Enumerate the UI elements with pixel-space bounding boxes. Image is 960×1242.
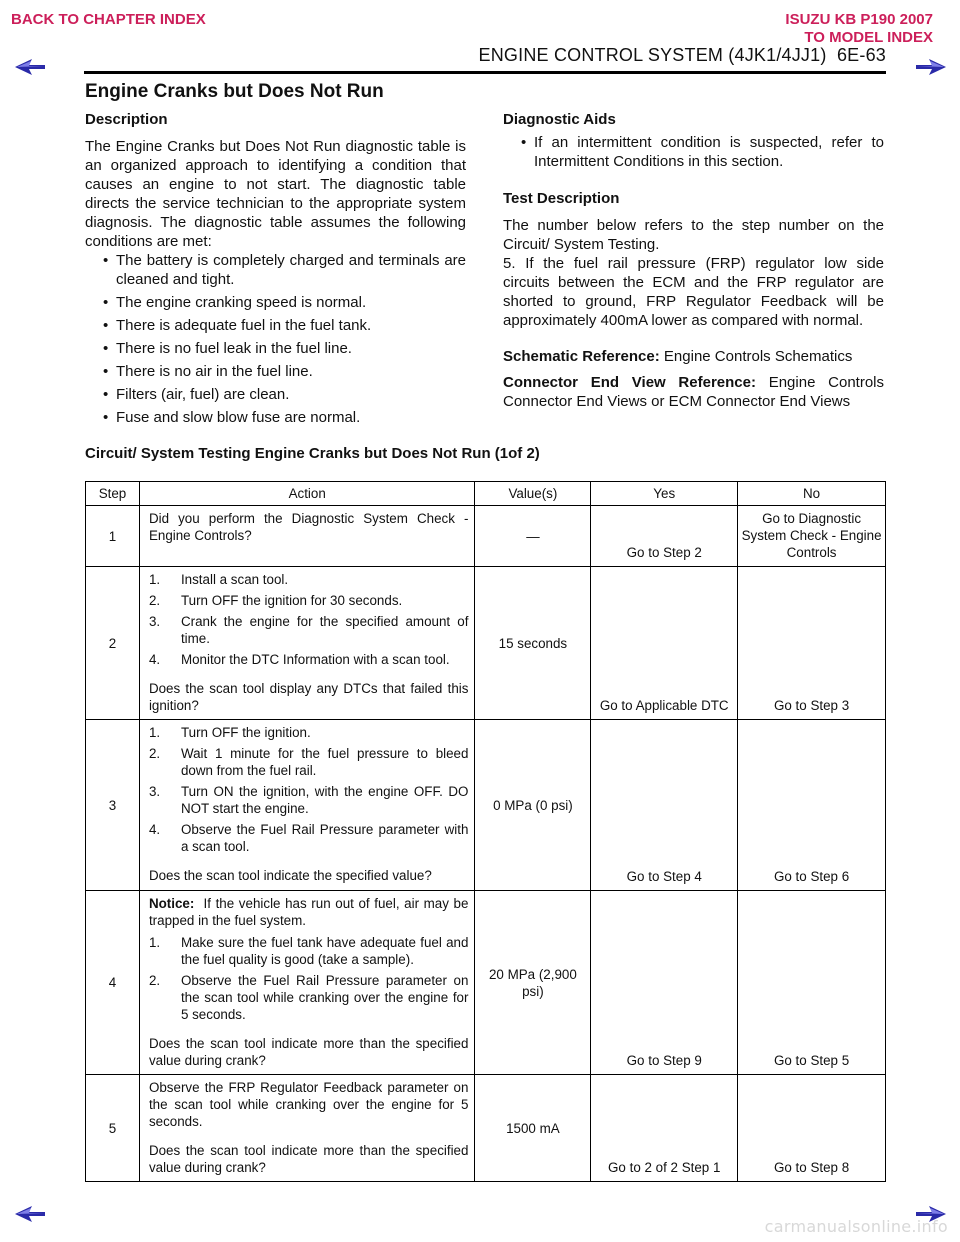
- step-number: 5: [86, 1075, 140, 1182]
- diagnostic-aids-heading: Diagnostic Aids: [503, 111, 616, 128]
- no-cell[interactable]: Go to Step 8: [738, 1075, 886, 1182]
- schematic-reference: [503, 347, 884, 366]
- action-cell: [139, 567, 475, 720]
- yes-cell[interactable]: Go to 2 of 2 Step 1: [591, 1075, 738, 1182]
- back-to-chapter-index-link[interactable]: BACK TO CHAPTER INDEX: [11, 11, 206, 28]
- action-text: Did you perform the Diagnostic System Check - Engine Controls?: [148, 511, 469, 543]
- schematic-reference-label: Schematic Reference:: [503, 348, 660, 365]
- yes-cell[interactable]: Go to Step 4: [591, 720, 738, 891]
- action-item: 3. Turn ON the ignition, with the engine OFF. DO NOT start the engine.: [148, 784, 469, 816]
- action-list: [149, 571, 469, 668]
- step-number: 4: [86, 891, 140, 1075]
- condition-item: • There is no air in the fuel line.: [85, 362, 466, 381]
- header-title: ENGINE CONTROL SYSTEM (4JK1/4JJ1): [478, 45, 827, 65]
- notice: [149, 895, 469, 929]
- table-row: [86, 506, 886, 567]
- test-description-intro: The number below refers to the step number on the Circuit/ System Testing.: [503, 217, 884, 253]
- previous-page-arrow-icon[interactable]: [14, 58, 46, 76]
- test-description-step5: 5. If the fuel rail pressure (FRP) regulator low side circuits between the ECM and the FRP regulator are shorted to ground, FRP Regulator Feedback will be approximately 400mA lower as compared with normal.: [503, 255, 884, 329]
- header-step: Step: [86, 482, 140, 506]
- action-list: [149, 724, 469, 855]
- action-cell: [139, 720, 475, 891]
- no-cell[interactable]: Go to Step 5: [738, 891, 886, 1075]
- action-cell: [139, 1075, 475, 1182]
- diagnostic-aid-item: • If an intermittent condition is suspected, refer to Intermittent Conditions in this section.: [503, 133, 884, 171]
- condition-item: • There is adequate fuel in the fuel tank.: [85, 316, 466, 335]
- conditions-list: [85, 251, 466, 427]
- next-page-arrow-icon[interactable]: [915, 58, 947, 76]
- action-cell: [139, 506, 475, 567]
- right-column: [503, 110, 884, 411]
- watermark: carmanualsonline.info: [764, 1217, 948, 1236]
- step-number: 2: [86, 567, 140, 720]
- header-values: Value(s): [475, 482, 591, 506]
- table-row: [86, 567, 886, 720]
- diagnostic-aids-list: [503, 133, 884, 171]
- yes-cell[interactable]: Go to Step 2: [591, 506, 738, 567]
- condition-item: • The battery is completely charged and terminals are cleaned and tight.: [85, 251, 466, 289]
- action-item: 2. Turn OFF the ignition for 30 seconds.: [148, 593, 403, 608]
- no-cell[interactable]: Go to Step 6: [738, 720, 886, 891]
- page-header: [479, 45, 886, 66]
- yes-cell[interactable]: Go to Step 9: [591, 891, 738, 1075]
- header-no: No: [738, 482, 886, 506]
- left-column: [85, 110, 466, 431]
- header-yes: Yes: [591, 482, 738, 506]
- no-cell[interactable]: Go to Diagnostic System Check - Engine Controls: [738, 506, 886, 567]
- action-item: 3. Crank the engine for the specified amount of time.: [148, 614, 469, 646]
- condition-item: • There is no fuel leak in the fuel line.: [85, 339, 466, 358]
- action-question: Does the scan tool display any DTCs that failed this ignition?: [148, 681, 469, 713]
- condition-item: • The engine cranking speed is normal.: [85, 293, 466, 312]
- header-page-number: 6E-63: [836, 45, 886, 65]
- table-caption: Circuit/ System Testing Engine Cranks but Does Not Run (1of 2): [85, 445, 540, 462]
- header-action: Action: [139, 482, 475, 506]
- action-question: Does the scan tool indicate the specified value?: [148, 868, 432, 883]
- action-cell: [139, 891, 475, 1075]
- action-item: 2. Observe the Fuel Rail Pressure parameter on the scan tool while cranking over the engine for 5 seconds.: [148, 973, 469, 1022]
- circuit-testing-table: [85, 481, 886, 1182]
- step-number: 3: [86, 720, 140, 891]
- table-row: [86, 891, 886, 1075]
- to-model-index-link[interactable]: TO MODEL INDEX: [804, 29, 933, 46]
- value-cell: 20 MPa (2,900 psi): [475, 891, 591, 1075]
- action-item: 4. Monitor the DTC Information with a scan tool.: [148, 652, 450, 667]
- table-row: [86, 1075, 886, 1182]
- value-cell: 15 seconds: [475, 567, 591, 720]
- notice-text: If the vehicle has run out of fuel, air may be trapped in the fuel system.: [148, 896, 469, 928]
- table-header-row: [86, 482, 886, 506]
- model-title: ISUZU KB P190 2007: [785, 11, 933, 28]
- value-cell: 1500 mA: [475, 1075, 591, 1182]
- action-item: 1. Install a scan tool.: [148, 572, 289, 587]
- action-item: 4. Observe the Fuel Rail Pressure parameter with a scan tool.: [148, 822, 469, 854]
- description-heading: Description: [85, 111, 168, 128]
- action-item: 2. Wait 1 minute for the fuel pressure to bleed down from the fuel rail.: [148, 746, 469, 778]
- action-list: [149, 934, 469, 1023]
- bottom-previous-page-arrow-icon[interactable]: [14, 1205, 46, 1223]
- yes-cell[interactable]: Go to Applicable DTC: [591, 567, 738, 720]
- action-item: 1. Turn OFF the ignition.: [148, 725, 311, 740]
- action-question: Does the scan tool indicate more than the specified value during crank?: [148, 1036, 469, 1068]
- connector-reference-label: Connector End View Reference:: [503, 374, 756, 391]
- action-question: Does the scan tool indicate more than the specified value during crank?: [148, 1143, 469, 1175]
- test-description-heading: Test Description: [503, 190, 620, 207]
- value-cell: 0 MPa (0 psi): [475, 720, 591, 891]
- action-text: Observe the FRP Regulator Feedback parameter on the scan tool while cranking over the engine for 5 seconds.: [148, 1080, 469, 1129]
- table-row: [86, 720, 886, 891]
- step-number: 1: [86, 506, 140, 567]
- connector-reference: [503, 373, 884, 411]
- condition-item: • Fuse and slow blow fuse are normal.: [85, 408, 466, 427]
- action-item: 1. Make sure the fuel tank have adequate fuel and the fuel quality is good (take a sample).: [148, 935, 469, 967]
- value-cell: —: [475, 506, 591, 567]
- condition-item: • Filters (air, fuel) are clean.: [85, 385, 466, 404]
- connector-reference-value: Engine Controls Connector End Views or ECM Connector End Views: [503, 374, 884, 410]
- section-title: Engine Cranks but Does Not Run: [85, 81, 384, 102]
- header-rule: [84, 71, 886, 74]
- schematic-reference-value: Engine Controls Schematics: [663, 348, 853, 365]
- notice-label: Notice:: [148, 896, 195, 911]
- description-text: The Engine Cranks but Does Not Run diagnostic table is an organized approach to identifying a condition that causes an engine to not start. The diagnostic table directs the service technician to the appropriate system diagnosis. The diagnostic table assumes the following conditions are met:: [85, 138, 466, 250]
- no-cell[interactable]: Go to Step 3: [738, 567, 886, 720]
